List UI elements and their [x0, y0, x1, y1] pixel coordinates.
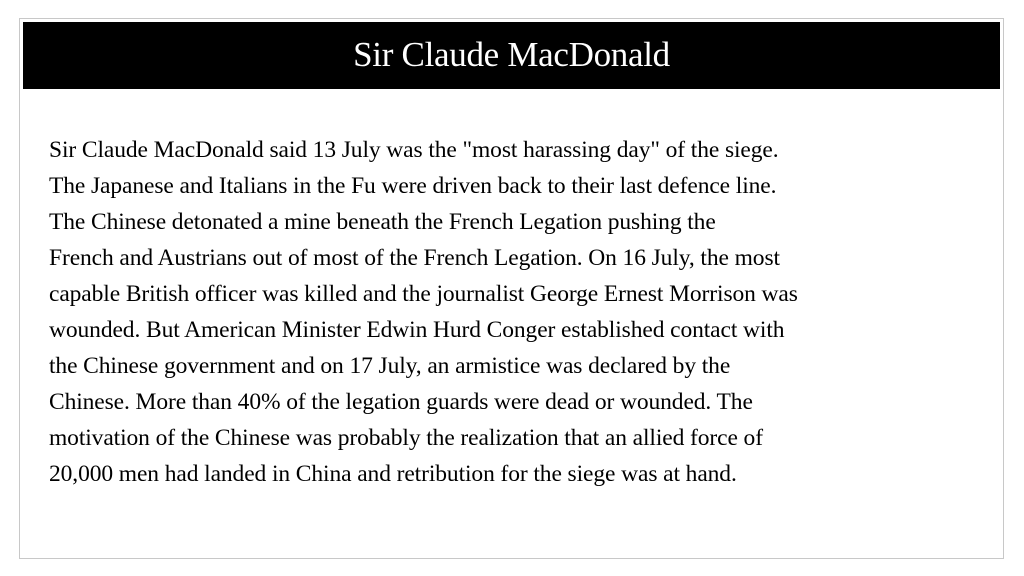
- slide-frame: [19, 18, 1004, 559]
- title-bar: [23, 22, 1000, 89]
- slide-body-text: Sir Claude MacDonald said 13 July was the "most harassing day" of the siege. The Japanese and Italians in the Fu were driven back to their last defence line. The Chinese detonated a mine beneath the French Legation pushing the French and Austrians out of most of the French Legation. On 16 July, the most capable British officer was killed and the journalist George Ernest Morrison was wounded. But American Minister Edwin Hurd Conger established contact with the Chinese government and on 17 July, an armistice was declared by the Chinese. More than 40% of the legation guards were dead or wounded. The motivation of the Chinese was probably the realization that an allied force of 20,000 men had landed in China and retribution for the siege was at hand.: [49, 137, 798, 487]
- slide-title: Sir Claude MacDonald: [353, 35, 670, 74]
